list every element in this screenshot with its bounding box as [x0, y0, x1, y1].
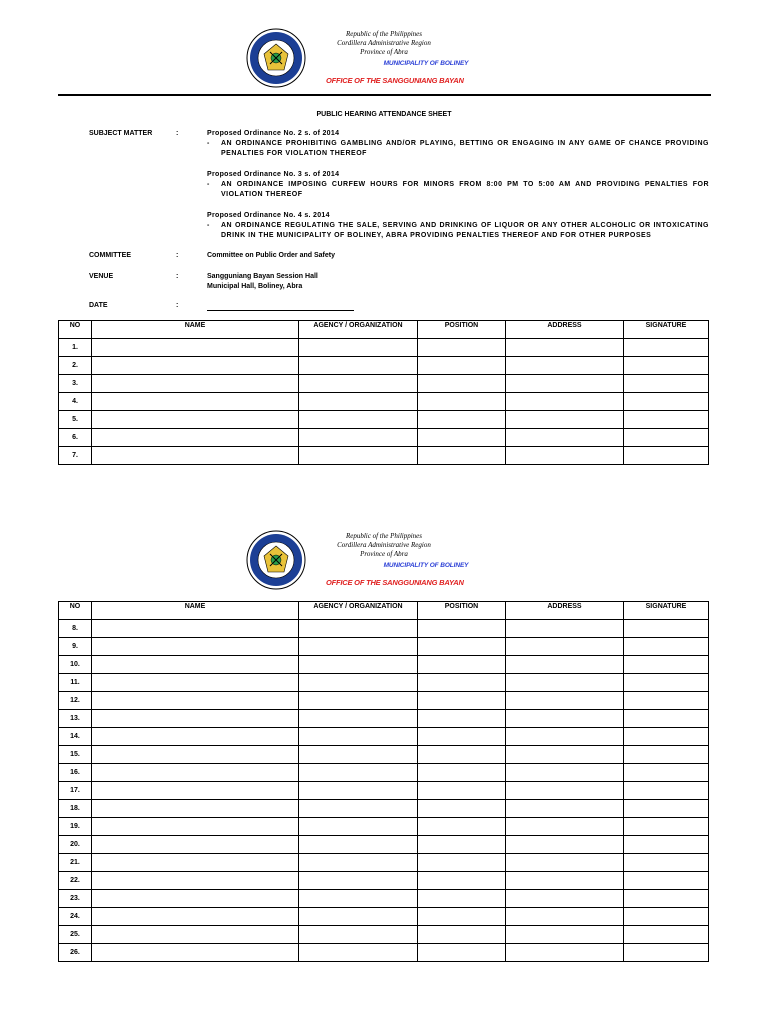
- position-cell[interactable]: [418, 375, 506, 393]
- table-row: [59, 656, 709, 674]
- signature-cell[interactable]: [624, 339, 709, 357]
- signature-cell[interactable]: [624, 746, 709, 764]
- address-cell[interactable]: [506, 429, 624, 447]
- municipality-name: MUNICIPALITY OF BOLINEY: [383, 562, 469, 569]
- agency-cell[interactable]: [299, 926, 418, 944]
- table-row: [59, 638, 709, 656]
- ordinance-head: Proposed Ordinance No. 4 s. 2014: [207, 212, 330, 219]
- signature-cell[interactable]: [624, 357, 709, 375]
- row-number: 22.: [59, 872, 92, 890]
- name-cell[interactable]: [92, 836, 299, 854]
- republic-line: Republic of the Philippines: [345, 30, 422, 38]
- signature-cell[interactable]: [624, 836, 709, 854]
- row-number: 4.: [59, 393, 92, 411]
- agency-cell[interactable]: [299, 710, 418, 728]
- position-cell[interactable]: [418, 872, 506, 890]
- col-name: NAME: [92, 321, 299, 339]
- position-cell[interactable]: [418, 674, 506, 692]
- row-number: 8.: [59, 620, 92, 638]
- name-cell[interactable]: [92, 357, 299, 375]
- agency-cell[interactable]: [299, 656, 418, 674]
- agency-cell[interactable]: [299, 908, 418, 926]
- address-cell[interactable]: [506, 890, 624, 908]
- committee-label: COMMITTEE: [89, 252, 131, 259]
- signature-cell[interactable]: [624, 447, 709, 465]
- name-cell[interactable]: [92, 746, 299, 764]
- signature-cell[interactable]: [624, 764, 709, 782]
- province-line: Province of Abra: [360, 48, 408, 56]
- position-cell[interactable]: [418, 393, 506, 411]
- region-line: Cordillera Administrative Region: [337, 541, 431, 549]
- row-number: 18.: [59, 800, 92, 818]
- agency-cell[interactable]: [299, 429, 418, 447]
- letterhead-text: [336, 532, 516, 570]
- position-cell[interactable]: [418, 429, 506, 447]
- position-cell[interactable]: [418, 746, 506, 764]
- address-cell[interactable]: [506, 836, 624, 854]
- address-cell[interactable]: [506, 944, 624, 962]
- name-cell[interactable]: [92, 411, 299, 429]
- position-cell[interactable]: [418, 854, 506, 872]
- col-position: POSITION: [418, 321, 506, 339]
- name-cell[interactable]: [92, 447, 299, 465]
- name-cell[interactable]: [92, 710, 299, 728]
- name-cell[interactable]: [92, 908, 299, 926]
- col-signature: SIGNATURE: [624, 602, 709, 620]
- signature-cell[interactable]: [624, 375, 709, 393]
- table-row: [59, 818, 709, 836]
- signature-cell[interactable]: [624, 818, 709, 836]
- col-address: ADDRESS: [506, 321, 624, 339]
- col-no: NO: [59, 602, 92, 620]
- signature-cell[interactable]: [624, 872, 709, 890]
- address-cell[interactable]: [506, 854, 624, 872]
- row-number: 24.: [59, 908, 92, 926]
- name-cell[interactable]: [92, 854, 299, 872]
- position-cell[interactable]: [418, 800, 506, 818]
- position-cell[interactable]: [418, 728, 506, 746]
- name-cell[interactable]: [92, 393, 299, 411]
- name-cell[interactable]: [92, 890, 299, 908]
- agency-cell[interactable]: [299, 728, 418, 746]
- row-number: 23.: [59, 890, 92, 908]
- ordinance-item: [207, 170, 709, 200]
- office-name: OFFICE OF THE SANGGUNIANG BAYAN: [326, 76, 464, 85]
- region-line: Cordillera Administrative Region: [337, 39, 431, 47]
- table-row: [59, 782, 709, 800]
- name-cell[interactable]: [92, 800, 299, 818]
- date-colon: :: [176, 302, 179, 309]
- address-cell[interactable]: [506, 375, 624, 393]
- table-row: [59, 836, 709, 854]
- dash: -: [207, 181, 210, 188]
- table-row: [59, 944, 709, 962]
- address-cell[interactable]: [506, 926, 624, 944]
- table-row: [59, 375, 709, 393]
- agency-cell[interactable]: [299, 620, 418, 638]
- dash: -: [207, 140, 210, 147]
- agency-cell[interactable]: [299, 854, 418, 872]
- position-cell[interactable]: [418, 818, 506, 836]
- row-number: 17.: [59, 782, 92, 800]
- date-label: DATE: [89, 302, 108, 309]
- header-rule: [58, 94, 711, 96]
- address-cell[interactable]: [506, 728, 624, 746]
- table-row: [59, 926, 709, 944]
- signature-cell[interactable]: [624, 411, 709, 429]
- table-row: [59, 339, 709, 357]
- signature-cell[interactable]: [624, 944, 709, 962]
- address-cell[interactable]: [506, 872, 624, 890]
- table-row: [59, 357, 709, 375]
- address-cell[interactable]: [506, 908, 624, 926]
- col-position: POSITION: [418, 602, 506, 620]
- signature-cell[interactable]: [624, 908, 709, 926]
- signature-cell[interactable]: [624, 710, 709, 728]
- signature-cell[interactable]: [624, 890, 709, 908]
- row-number: 9.: [59, 638, 92, 656]
- row-number: 25.: [59, 926, 92, 944]
- ordinance-desc: AN ORDINANCE PROHIBITING GAMBLING AND/OR PLAYING, BETTING OR ENGAGING IN ANY GAME OF CHANCE PROVIDING PENALTIES FOR VIOLATION THEREOF: [221, 140, 709, 157]
- agency-cell[interactable]: [299, 818, 418, 836]
- subject-label: SUBJECT MATTER: [89, 130, 153, 137]
- address-cell[interactable]: [506, 339, 624, 357]
- address-cell[interactable]: [506, 764, 624, 782]
- signature-cell[interactable]: [624, 854, 709, 872]
- address-cell[interactable]: [506, 656, 624, 674]
- position-cell[interactable]: [418, 764, 506, 782]
- position-cell[interactable]: [418, 620, 506, 638]
- committee-value: Committee on Public Order and Safety: [207, 252, 335, 259]
- position-cell[interactable]: [418, 890, 506, 908]
- row-number: 16.: [59, 764, 92, 782]
- signature-cell[interactable]: [624, 620, 709, 638]
- table-row: [59, 890, 709, 908]
- attendance-table-continued: [58, 601, 709, 962]
- address-cell[interactable]: [506, 692, 624, 710]
- name-cell[interactable]: [92, 728, 299, 746]
- committee-colon: :: [176, 252, 179, 259]
- address-cell[interactable]: [506, 411, 624, 429]
- agency-cell[interactable]: [299, 944, 418, 962]
- name-cell[interactable]: [92, 782, 299, 800]
- agency-cell[interactable]: [299, 764, 418, 782]
- name-cell[interactable]: [92, 375, 299, 393]
- municipal-seal-icon: [246, 28, 306, 88]
- name-cell[interactable]: [92, 620, 299, 638]
- row-number: 2.: [59, 357, 92, 375]
- col-no: NO: [59, 321, 92, 339]
- agency-cell[interactable]: [299, 339, 418, 357]
- name-cell[interactable]: [92, 926, 299, 944]
- signature-cell[interactable]: [624, 782, 709, 800]
- address-cell[interactable]: [506, 818, 624, 836]
- position-cell[interactable]: [418, 656, 506, 674]
- table-row: [59, 620, 709, 638]
- ordinance-head: Proposed Ordinance No. 3 s. of 2014: [207, 171, 340, 178]
- name-cell[interactable]: [92, 692, 299, 710]
- agency-cell[interactable]: [299, 836, 418, 854]
- date-field[interactable]: [207, 310, 354, 311]
- letterhead-text: [336, 30, 516, 68]
- table-row: [59, 692, 709, 710]
- address-cell[interactable]: [506, 746, 624, 764]
- ordinance-desc: AN ORDINANCE REGULATING THE SALE, SERVING AND DRINKING OF LIQUOR OR ANY OTHER ALCOHOLIC OR INTOXICATING DRINK IN THE MUNICIPALITY OF BOLINEY, ABRA PROVIDING PENALTIES THEREOF AND FOR OTHER PURPOSES: [221, 222, 709, 239]
- agency-cell[interactable]: [299, 872, 418, 890]
- agency-cell[interactable]: [299, 692, 418, 710]
- dash: -: [207, 222, 210, 229]
- province-line: Province of Abra: [360, 550, 408, 558]
- col-agency: AGENCY / ORGANIZATION: [299, 321, 418, 339]
- row-number: 5.: [59, 411, 92, 429]
- position-cell[interactable]: [418, 447, 506, 465]
- position-cell[interactable]: [418, 339, 506, 357]
- agency-cell[interactable]: [299, 890, 418, 908]
- address-cell[interactable]: [506, 393, 624, 411]
- position-cell[interactable]: [418, 836, 506, 854]
- address-cell[interactable]: [506, 782, 624, 800]
- position-cell[interactable]: [418, 782, 506, 800]
- agency-cell[interactable]: [299, 674, 418, 692]
- agency-cell[interactable]: [299, 393, 418, 411]
- name-cell[interactable]: [92, 872, 299, 890]
- office-name: OFFICE OF THE SANGGUNIANG BAYAN: [326, 578, 464, 587]
- name-cell[interactable]: [92, 429, 299, 447]
- signature-cell[interactable]: [624, 728, 709, 746]
- table-row: [59, 728, 709, 746]
- address-cell[interactable]: [506, 674, 624, 692]
- position-cell[interactable]: [418, 710, 506, 728]
- position-cell[interactable]: [418, 692, 506, 710]
- table-row: [59, 854, 709, 872]
- name-cell[interactable]: [92, 674, 299, 692]
- venue-line2: Municipal Hall, Boliney, Abra: [207, 283, 303, 290]
- ordinance-item: [207, 211, 709, 241]
- row-number: 11.: [59, 674, 92, 692]
- row-number: 14.: [59, 728, 92, 746]
- agency-cell[interactable]: [299, 375, 418, 393]
- position-cell[interactable]: [418, 908, 506, 926]
- ordinance-head: Proposed Ordinance No. 2 s. of 2014: [207, 130, 340, 137]
- position-cell[interactable]: [418, 926, 506, 944]
- municipal-seal-icon: [246, 530, 306, 590]
- position-cell[interactable]: [418, 638, 506, 656]
- signature-cell[interactable]: [624, 638, 709, 656]
- agency-cell[interactable]: [299, 746, 418, 764]
- signature-cell[interactable]: [624, 656, 709, 674]
- row-number: 3.: [59, 375, 92, 393]
- name-cell[interactable]: [92, 656, 299, 674]
- venue-colon: :: [176, 273, 179, 280]
- table-row: [59, 908, 709, 926]
- address-cell[interactable]: [506, 800, 624, 818]
- address-cell[interactable]: [506, 620, 624, 638]
- agency-cell[interactable]: [299, 357, 418, 375]
- name-cell[interactable]: [92, 638, 299, 656]
- row-number: 6.: [59, 429, 92, 447]
- venue-line1: Sangguniang Bayan Session Hall: [207, 273, 318, 280]
- address-cell[interactable]: [506, 638, 624, 656]
- venue-label: VENUE: [89, 273, 114, 280]
- table-row: [59, 411, 709, 429]
- name-cell[interactable]: [92, 944, 299, 962]
- agency-cell[interactable]: [299, 447, 418, 465]
- table-row: [59, 800, 709, 818]
- sheet-title: PUBLIC HEARING ATTENDANCE SHEET: [316, 111, 452, 118]
- signature-cell[interactable]: [624, 692, 709, 710]
- name-cell[interactable]: [92, 764, 299, 782]
- row-number: 1.: [59, 339, 92, 357]
- table-row: [59, 872, 709, 890]
- subject-colon: :: [176, 130, 179, 137]
- name-cell[interactable]: [92, 339, 299, 357]
- address-cell[interactable]: [506, 447, 624, 465]
- address-cell[interactable]: [506, 710, 624, 728]
- table-row: [59, 393, 709, 411]
- table-row: [59, 447, 709, 465]
- signature-cell[interactable]: [624, 800, 709, 818]
- table-row: [59, 429, 709, 447]
- signature-cell[interactable]: [624, 674, 709, 692]
- table-row: [59, 674, 709, 692]
- letterhead: [0, 530, 768, 590]
- agency-cell[interactable]: [299, 411, 418, 429]
- col-name: NAME: [92, 602, 299, 620]
- position-cell[interactable]: [418, 944, 506, 962]
- agency-cell[interactable]: [299, 782, 418, 800]
- republic-line: Republic of the Philippines: [345, 532, 422, 540]
- row-number: 26.: [59, 944, 92, 962]
- ordinance-item: [207, 129, 709, 159]
- row-number: 10.: [59, 656, 92, 674]
- name-cell[interactable]: [92, 818, 299, 836]
- ordinance-desc: AN ORDINANCE IMPOSING CURFEW HOURS FOR MINORS FROM 8:00 PM TO 5:00 AM AND PROVIDING PENALTIES FOR VIOLATION THEREOF: [221, 181, 709, 198]
- position-cell[interactable]: [418, 357, 506, 375]
- position-cell[interactable]: [418, 411, 506, 429]
- table-row: [59, 746, 709, 764]
- row-number: 21.: [59, 854, 92, 872]
- signature-cell[interactable]: [624, 926, 709, 944]
- row-number: 13.: [59, 710, 92, 728]
- row-number: 15.: [59, 746, 92, 764]
- col-agency: AGENCY / ORGANIZATION: [299, 602, 418, 620]
- table-row: [59, 764, 709, 782]
- signature-cell[interactable]: [624, 429, 709, 447]
- row-number: 12.: [59, 692, 92, 710]
- row-number: 19.: [59, 818, 92, 836]
- col-address: ADDRESS: [506, 602, 624, 620]
- row-number: 7.: [59, 447, 92, 465]
- attendance-table: [58, 320, 709, 465]
- address-cell[interactable]: [506, 357, 624, 375]
- row-number: 20.: [59, 836, 92, 854]
- municipality-name: MUNICIPALITY OF BOLINEY: [383, 60, 469, 67]
- letterhead: [0, 28, 768, 88]
- agency-cell[interactable]: [299, 800, 418, 818]
- table-row: [59, 710, 709, 728]
- agency-cell[interactable]: [299, 638, 418, 656]
- col-signature: SIGNATURE: [624, 321, 709, 339]
- signature-cell[interactable]: [624, 393, 709, 411]
